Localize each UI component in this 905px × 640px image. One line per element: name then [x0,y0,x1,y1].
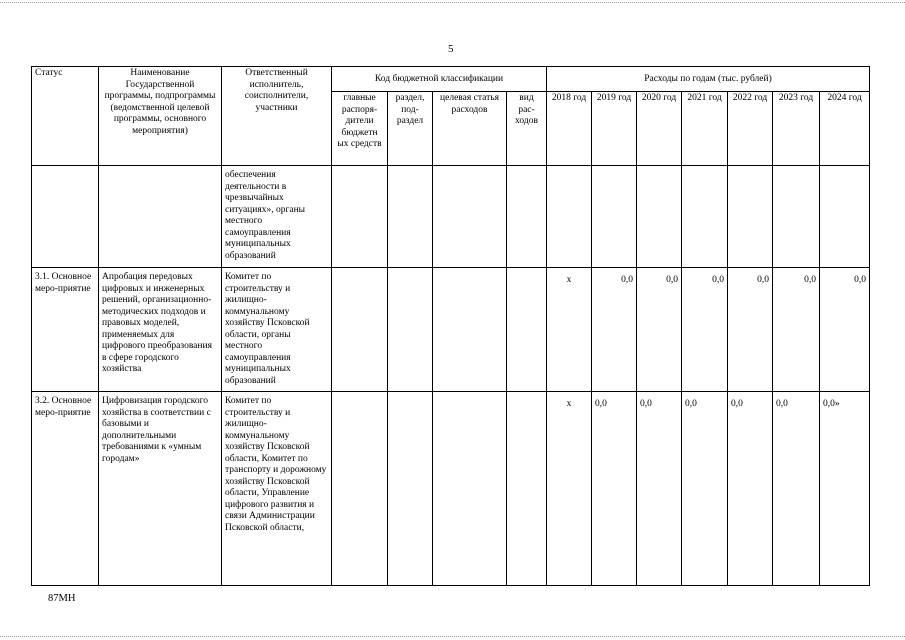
row-value [820,166,870,268]
header-row-top [32,67,870,92]
header-expenses: Расходы по годам (тыс. рублей) [547,67,870,92]
header-year: 2024 год [820,92,870,166]
row-value [547,166,592,268]
row-value: х [547,268,592,392]
row-value: 0,0 [637,268,682,392]
row-value [773,166,820,268]
row-type [507,392,547,586]
row-value: 0,0» [820,392,870,586]
header-year: 2021 год [682,92,728,166]
row-value: 0,0 [682,392,728,586]
header-type: вид рас-ходов [507,92,547,166]
row-name [99,166,222,268]
header-grbs: главные распоря-дители бюджетн ых средств [332,92,388,166]
table-row [32,166,870,268]
row-type [507,166,547,268]
header-name: Наименование Государственной программы, подпрограммы (ведомственной целевой программы, основного мероприятия) [99,67,222,166]
row-status: 3.1. Основное меро-приятие [32,268,99,392]
header-year: 2023 год [773,92,820,166]
row-value [728,166,773,268]
row-target [433,166,507,268]
row-value: 0,0 [773,268,820,392]
page-number: 5 [448,43,454,55]
row-executor: Комитет по строительству и жилищно-коммунальному хозяйству Псковской области, Комитет по транспорту и дорожному хозяйству Псковской области, Управление цифрового развития и связи Администрации Псковской области, [222,392,332,586]
table-row [32,268,870,392]
row-executor: Комитет по строительству и жилищно-коммунальному хозяйству Псковской области, органы местного самоуправления муниципальных образований [222,268,332,392]
row-section [388,166,433,268]
row-grbs [332,166,388,268]
scan-top-edge [0,2,905,3]
row-target [433,268,507,392]
header-executor: Ответственный исполнитель, соисполнители, участники [222,67,332,166]
row-target [433,392,507,586]
row-value: 0,0 [682,268,728,392]
scan-bottom-edge [0,636,905,637]
row-value: 0,0 [728,268,773,392]
header-year: 2019 год [592,92,637,166]
row-status: 3.2. Основное меро-приятие [32,392,99,586]
header-section: раздел, под-раздел [388,92,433,166]
row-value [592,166,637,268]
header-year: 2022 год [728,92,773,166]
row-section [388,268,433,392]
header-target: целевая статья расходов [433,92,507,166]
row-value [682,166,728,268]
row-value: 0,0 [773,392,820,586]
header-budget-code: Код бюджетной классификации [332,67,547,92]
header-status: Статус [32,67,99,166]
row-value: 0,0 [820,268,870,392]
row-section [388,392,433,586]
header-year: 2020 год [637,92,682,166]
row-value: 0,0 [728,392,773,586]
row-executor: обеспечения деятельности в чрезвычайных ситуациях», органы местного самоуправления муниципальных образований [222,166,332,268]
row-value: 0,0 [592,392,637,586]
row-value: 0,0 [637,392,682,586]
row-value: х [547,392,592,586]
row-name: Апробация передовых цифровых и инженерных решений, организационно-методических подходов и правовых моделей, применяемых для цифрового преобразования в сфере городского хозяйства [99,268,222,392]
row-grbs [332,268,388,392]
budget-table [31,66,870,586]
row-value [637,166,682,268]
row-status [32,166,99,268]
row-name: Цифровизация городского хозяйства в соответствии с базовыми и дополнительными требованиями к «умным городам» [99,392,222,586]
row-grbs [332,392,388,586]
document-code: 87МН [48,593,76,604]
row-type [507,268,547,392]
row-value: 0,0 [592,268,637,392]
header-year: 2018 год [547,92,592,166]
table-row [32,392,870,586]
